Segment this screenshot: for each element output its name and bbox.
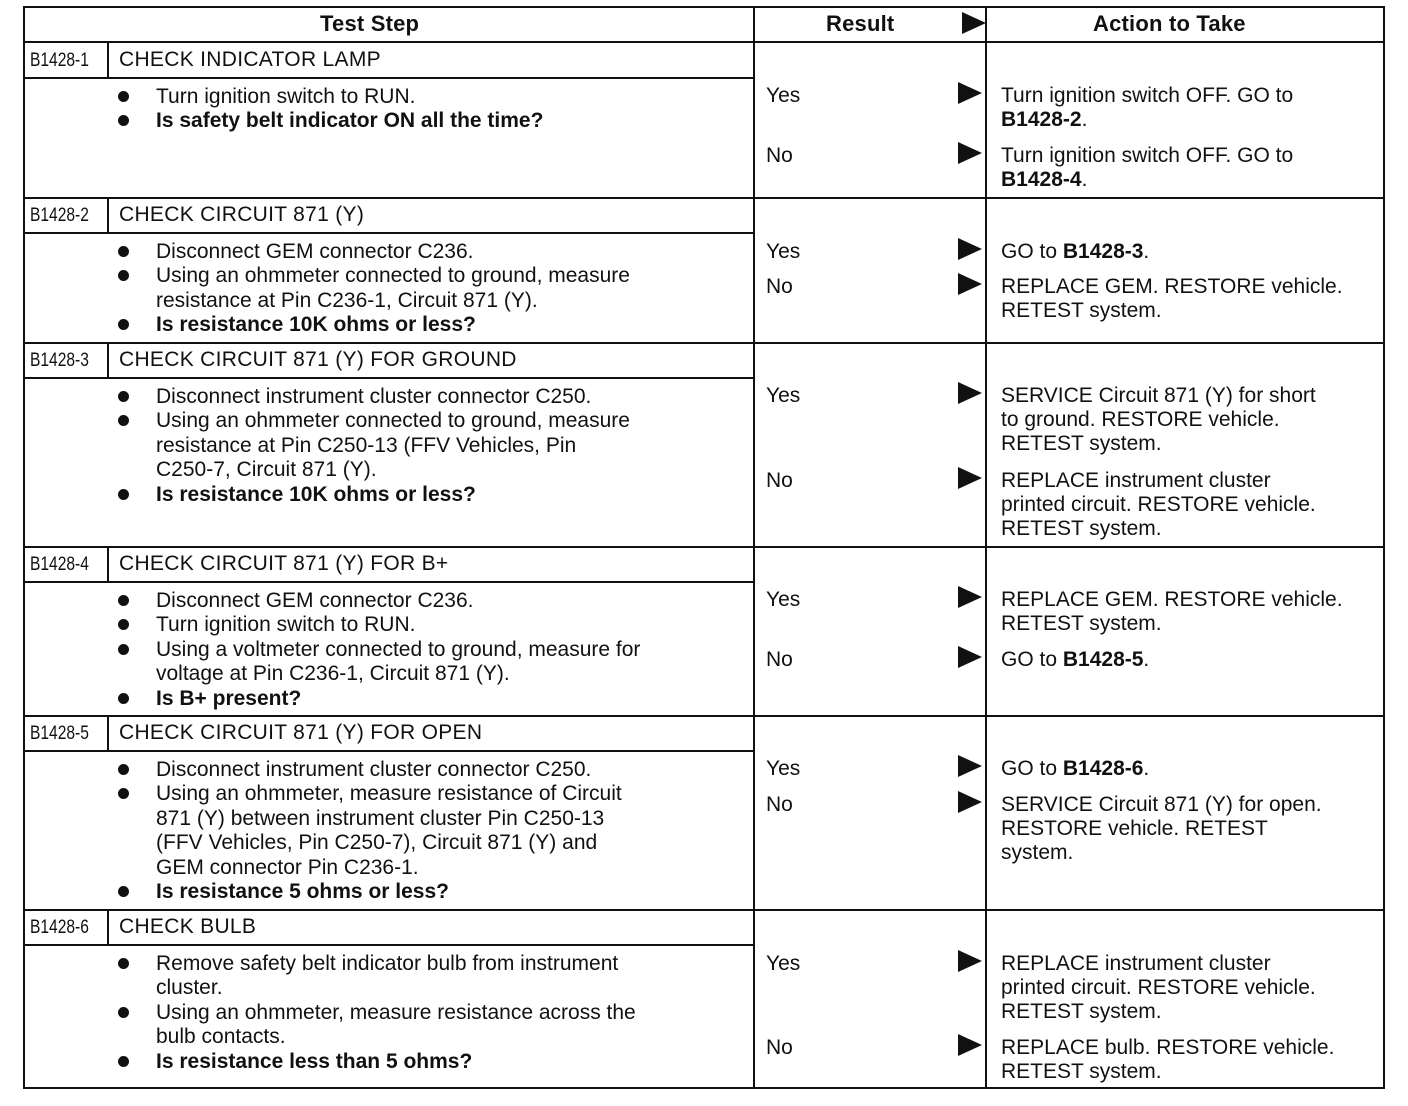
bullet-icon <box>118 644 129 655</box>
result-label-yes: Yes <box>766 757 801 780</box>
procedure-line: bulb contacts. <box>156 1025 286 1049</box>
step-title: CHECK CIRCUIT 871 (Y) <box>119 203 365 226</box>
procedure-line: Disconnect instrument cluster connector C250. <box>156 758 592 781</box>
result-label-yes: Yes <box>766 84 801 107</box>
test-question: Is safety belt indicator ON all the time? <box>156 109 544 133</box>
code-divider <box>107 547 109 582</box>
step-title: CHECK CIRCUIT 871 (Y) FOR B+ <box>119 552 449 575</box>
step-code: B1428-2 <box>30 205 89 226</box>
procedure-line: resistance at Pin C250-13 (FFV Vehicles, Pin <box>156 433 577 457</box>
action-line: Turn ignition switch OFF. GO to <box>1001 144 1294 167</box>
result-label-no: No <box>766 648 793 671</box>
bullet-icon <box>118 489 129 500</box>
procedure-line: voltage at Pin C236-1, Circuit 871 (Y). <box>156 662 510 686</box>
step-title: CHECK CIRCUIT 871 (Y) FOR OPEN <box>119 721 483 744</box>
header-result: Result <box>826 11 895 36</box>
action-line: RETEST system. <box>1001 1060 1162 1083</box>
code-divider <box>107 198 109 233</box>
test-question: Is B+ present? <box>156 686 302 710</box>
result-label-no: No <box>766 144 793 167</box>
action-text <box>1001 144 1293 192</box>
step-code: B1428-1 <box>30 50 89 71</box>
title-divider <box>23 750 754 752</box>
result-arrow-icon <box>958 646 982 668</box>
bullet-icon <box>118 391 129 402</box>
procedure-line: C250-7, Circuit 871 (Y). <box>156 458 377 482</box>
result-arrow-icon <box>958 238 982 260</box>
test-question: Is resistance 5 ohms or less? <box>156 880 449 903</box>
result-label-no: No <box>766 793 793 816</box>
action-step-ref: B1428-2 <box>1001 108 1082 131</box>
procedure-line: Turn ignition switch to RUN. <box>156 85 416 108</box>
step-code: B1428-6 <box>30 917 89 938</box>
action-line: REPLACE bulb. RESTORE vehicle. <box>1001 1036 1335 1059</box>
bullet-icon <box>118 1056 129 1067</box>
title-divider <box>23 77 754 79</box>
procedure-line: Using an ohmmeter connected to ground, measure <box>156 264 630 288</box>
section-divider <box>23 546 1385 548</box>
action-line: to ground. RESTORE vehicle. <box>1001 408 1280 431</box>
action-line: RETEST system. <box>1001 299 1162 322</box>
test-question: Is resistance 10K ohms or less? <box>156 313 476 337</box>
action-line: RETEST system. <box>1001 432 1162 455</box>
action-text <box>1001 469 1316 541</box>
action-line: B1428-2. <box>1001 108 1088 131</box>
action-text <box>1001 757 1149 781</box>
action-line: RETEST system. <box>1001 612 1162 635</box>
action-line: REPLACE GEM. RESTORE vehicle. <box>1001 275 1343 298</box>
step-code: B1428-3 <box>30 350 89 371</box>
bullet-icon <box>118 886 129 897</box>
header-arrow-icon <box>962 12 986 34</box>
action-line: Turn ignition switch OFF. GO to <box>1001 84 1294 107</box>
result-label-no: No <box>766 469 793 492</box>
procedure-line: cluster. <box>156 976 223 1000</box>
section-divider <box>23 715 1385 717</box>
action-line: RESTORE vehicle. RETEST <box>1001 817 1268 840</box>
procedure-line: 871 (Y) between instrument cluster Pin C250-13 <box>156 806 605 830</box>
action-line: printed circuit. RESTORE vehicle. <box>1001 976 1316 999</box>
procedure-line: Using an ohmmeter connected to ground, measure <box>156 409 630 433</box>
result-label-yes: Yes <box>766 384 801 407</box>
header-action: Action to Take <box>1093 11 1246 36</box>
title-divider <box>23 581 754 583</box>
action-text <box>1001 648 1149 672</box>
test-question: Is resistance less than 5 ohms? <box>156 1049 473 1073</box>
action-text <box>1001 84 1293 132</box>
header-test-step: Test Step <box>320 11 420 36</box>
test-question: Is resistance 10K ohms or less? <box>156 482 476 506</box>
header-divider <box>23 41 1385 43</box>
section-divider <box>23 197 1385 199</box>
result-label-yes: Yes <box>766 952 801 975</box>
step-code: B1428-5 <box>30 723 89 744</box>
bullet-icon <box>118 246 129 257</box>
action-line: GO to B1428-5. <box>1001 648 1150 671</box>
result-arrow-icon <box>958 791 982 813</box>
bullet-icon <box>118 595 129 606</box>
result-arrow-icon <box>958 1034 982 1056</box>
result-arrow-icon <box>958 142 982 164</box>
action-line: RETEST system. <box>1001 517 1162 540</box>
action-line: SERVICE Circuit 871 (Y) for open. <box>1001 793 1322 816</box>
procedure-line: (FFV Vehicles, Pin C250-7), Circuit 871 (Y) and <box>156 831 598 855</box>
result-arrow-icon <box>958 273 982 295</box>
procedure-line: Using a voltmeter connected to ground, measure for <box>156 637 641 661</box>
action-text <box>1001 1036 1334 1084</box>
result-label-yes: Yes <box>766 588 801 611</box>
step-title: CHECK CIRCUIT 871 (Y) FOR GROUND <box>119 348 517 371</box>
action-line: printed circuit. RESTORE vehicle. <box>1001 493 1316 516</box>
title-divider <box>23 944 754 946</box>
action-line: REPLACE GEM. RESTORE vehicle. <box>1001 588 1343 611</box>
section-divider <box>23 342 1385 344</box>
result-label-no: No <box>766 1036 793 1059</box>
action-line: RETEST system. <box>1001 1000 1162 1023</box>
result-arrow-icon <box>958 82 982 104</box>
action-line: GO to B1428-6. <box>1001 757 1150 780</box>
action-text <box>1001 384 1316 456</box>
action-step-ref: B1428-3 <box>1062 240 1144 263</box>
step-code: B1428-4 <box>30 554 89 575</box>
bullet-icon <box>118 91 129 102</box>
action-text <box>1001 275 1343 323</box>
bullet-icon <box>118 958 129 969</box>
procedure-line: Disconnect GEM connector C236. <box>156 240 474 263</box>
result-label-yes: Yes <box>766 240 801 263</box>
action-text <box>1001 240 1149 264</box>
result-arrow-icon <box>958 755 982 777</box>
action-line: SERVICE Circuit 871 (Y) for short <box>1001 384 1316 407</box>
action-line: system. <box>1001 841 1074 864</box>
action-step-ref: B1428-5 <box>1062 648 1144 671</box>
action-text <box>1001 793 1322 865</box>
procedure-line: GEM connector Pin C236-1. <box>156 855 419 879</box>
code-divider <box>107 343 109 378</box>
action-text <box>1001 588 1343 636</box>
result-arrow-icon <box>958 586 982 608</box>
bullet-icon <box>118 1007 129 1018</box>
step-title: CHECK INDICATOR LAMP <box>119 48 381 71</box>
title-divider <box>23 377 754 379</box>
procedure-line: Remove safety belt indicator bulb from instrument <box>156 952 619 975</box>
code-divider <box>107 43 109 78</box>
section-divider <box>23 909 1385 911</box>
action-line: REPLACE instrument cluster <box>1001 469 1271 492</box>
procedure-line: Disconnect GEM connector C236. <box>156 589 474 612</box>
result-label-no: No <box>766 275 793 298</box>
procedure-line: Disconnect instrument cluster connector C250. <box>156 385 592 408</box>
procedure-line: resistance at Pin C236-1, Circuit 871 (Y). <box>156 288 538 312</box>
title-divider <box>23 232 754 234</box>
code-divider <box>107 910 109 945</box>
procedure-line: Using an ohmmeter, measure resistance of Circuit <box>156 782 622 806</box>
action-text <box>1001 952 1316 1024</box>
result-arrow-icon <box>958 382 982 404</box>
action-line: REPLACE instrument cluster <box>1001 952 1271 975</box>
bullet-icon <box>118 764 129 775</box>
bullet-icon <box>118 693 129 704</box>
result-arrow-icon <box>958 467 982 489</box>
procedure-line: Turn ignition switch to RUN. <box>156 613 416 637</box>
action-step-ref: B1428-4 <box>1001 168 1082 191</box>
result-arrow-icon <box>958 950 982 972</box>
procedure-line: Using an ohmmeter, measure resistance across the <box>156 1000 636 1024</box>
action-line: GO to B1428-3. <box>1001 240 1150 263</box>
action-step-ref: B1428-6 <box>1062 757 1144 780</box>
action-line: B1428-4. <box>1001 168 1088 191</box>
code-divider <box>107 716 109 751</box>
step-title: CHECK BULB <box>119 915 257 938</box>
